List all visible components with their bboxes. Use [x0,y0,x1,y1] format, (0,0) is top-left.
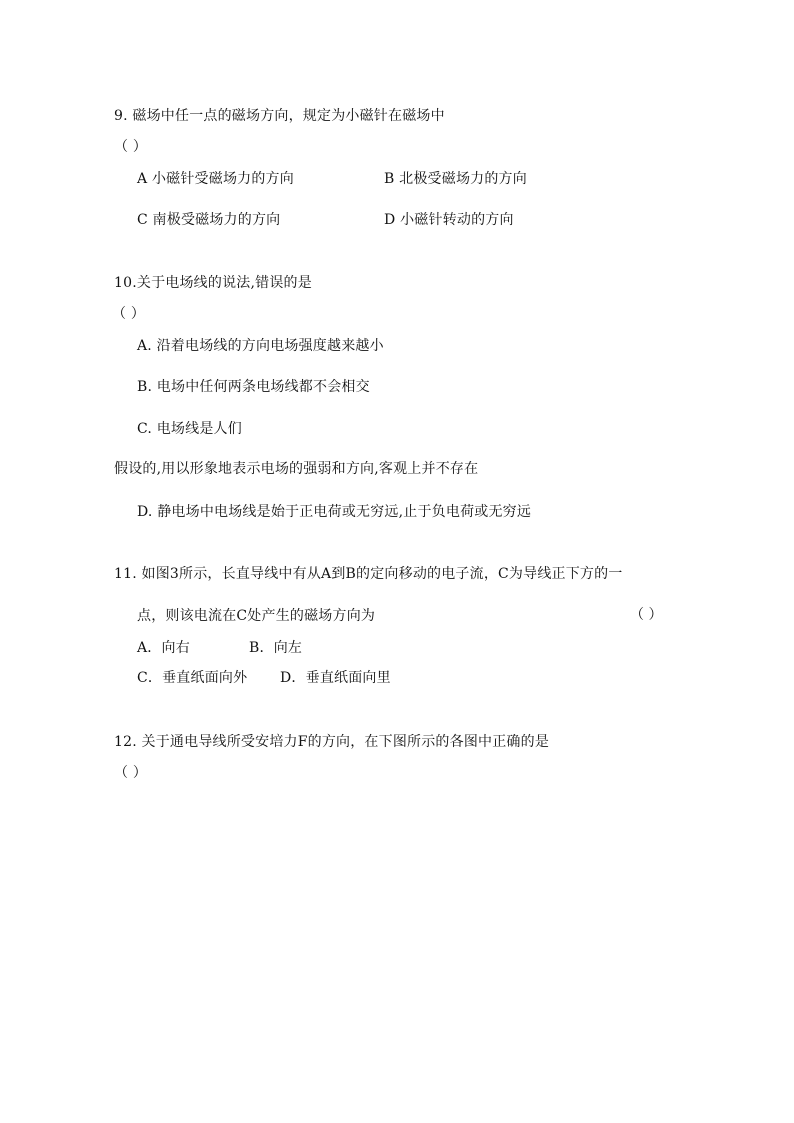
q10-option-b: B. 电场中任何两条电场线都不会相交 [137,379,370,395]
q11-option-b: B．向左 [249,640,303,656]
q12-answer-bracket: （ ） [114,765,148,781]
q11-answer-bracket: （ ） [630,607,663,623]
q9-answer-bracket: （ ） [114,139,148,155]
q11-option-d: D．垂直纸面向里 [280,670,391,686]
q9-option-c: C 南极受磁场力的方向 [137,212,281,228]
q10-option-d: D. 静电场中电场线是始于正电荷或无穷远,止于负电荷或无穷远 [137,504,532,520]
q10-answer-bracket: （ ） [112,306,146,322]
q10-option-a: A. 沿着电场线的方向电场强度越来越小 [137,338,384,354]
q9-option-d: D 小磁针转动的方向 [384,212,514,228]
q10-stem: 10.关于电场线的说法,错误的是 [114,275,312,291]
q9-option-b: B 北极受磁场力的方向 [384,171,527,187]
q11-option-a: A．向右 [137,640,190,656]
q9-stem: 9. 磁场中任一点的磁场方向，规定为小磁针在磁场中 [114,108,445,124]
q11-stem-continuation: 点，则该电流在C处产生的磁场方向为 [137,608,376,624]
q10-option-c: C. 电场线是人们 [137,421,242,437]
q10-option-c-continuation: 假设的,用以形象地表示电场的强弱和方向,客观上并不存在 [114,461,479,477]
q11-option-c: C．垂直纸面向外 [137,670,248,686]
q9-option-a: A 小磁针受磁场力的方向 [137,171,294,187]
q11-stem: 11. 如图3所示，长直导线中有从A到B的定向移动的电子流，C为导线正下方的一 [114,566,623,582]
q12-stem: 12. 关于通电导线所受安培力F的方向，在下图所示的各图中正确的是 [114,734,550,750]
